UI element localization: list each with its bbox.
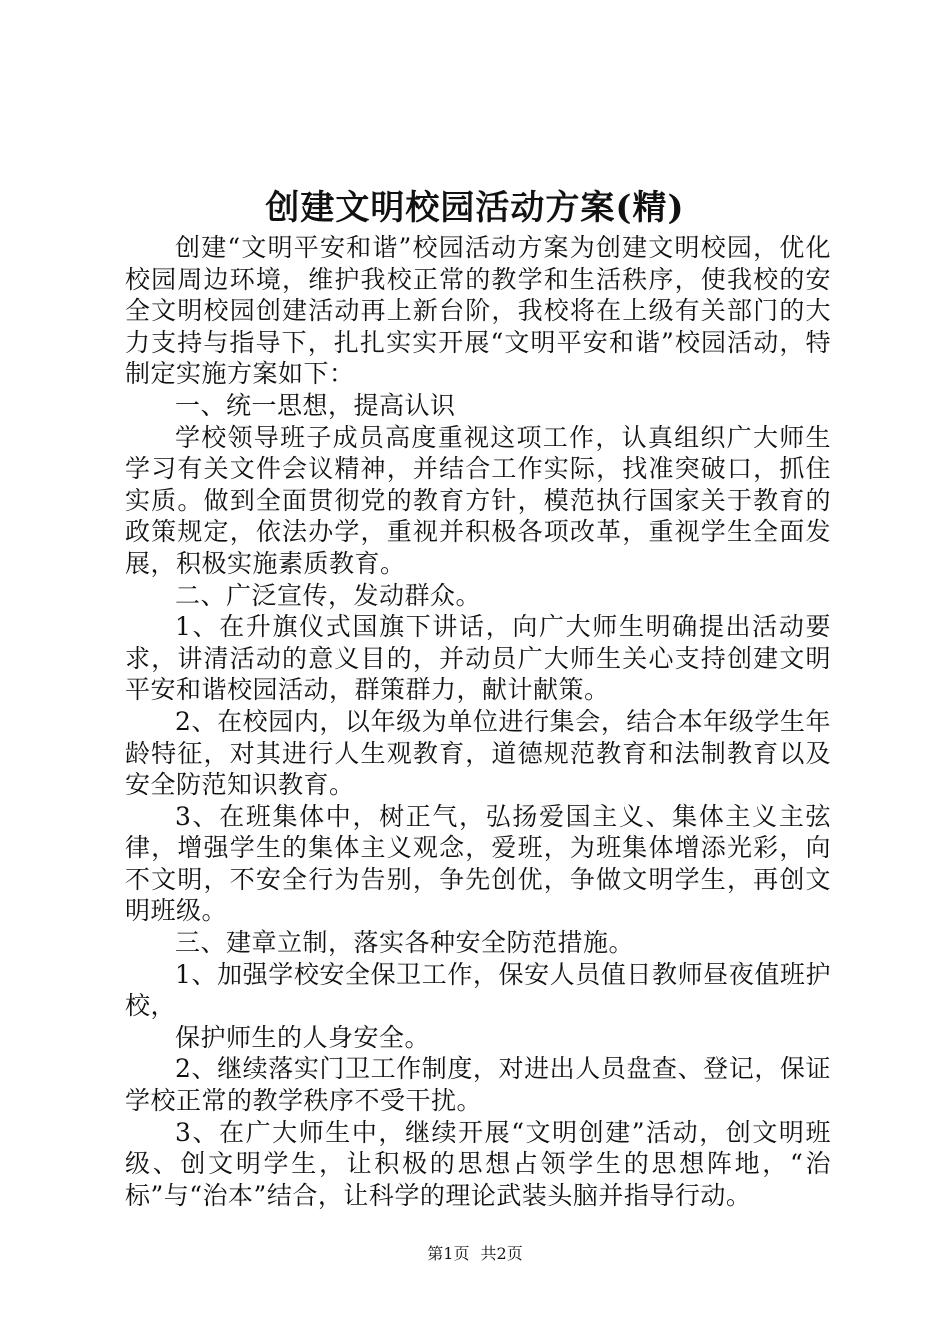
- list-item: 2、继续落实门卫工作制度，对进出人员盘查、登记，保证学校正常的教学秩序不受干扰。: [125, 1054, 831, 1116]
- page-footer: [0, 1243, 950, 1265]
- page-total: 共2页: [480, 1244, 523, 1263]
- section-heading-1: 一、统一思想，提高认识: [175, 390, 456, 420]
- list-item: 1、在升旗仪式国旗下讲话，向广大师生明确提出活动要求，讲清活动的意义目的，并动员广大师生关心支持创建文明平安和谐校园活动，群策群力，献计献策。: [125, 612, 831, 705]
- list-item: 1、加强学校安全保卫工作，保安人员值日教师昼夜值班护校，: [125, 959, 831, 1021]
- section-heading-3: 三、建章立制，落实各种安全防范措施。: [175, 928, 635, 958]
- list-item: 3、在广大师生中，继续开展“文明创建”活动，创文明班级、创文明学生，让积极的思想占领学生的思想阵地，“治标”与“治本”结合，让科学的理论武装头脑并指导行动。: [125, 1117, 831, 1210]
- body-paragraph: 学校领导班子成员高度重视这项工作，认真组织广大师生学习有关文件会议精神，并结合工作实际，找准突破口，抓住实质。做到全面贯彻党的教育方针，模范执行国家关于教育的政策规定，依法办学，重视并积极各项改革，重视学生全面发展，积极实施素质教育。: [125, 422, 831, 578]
- list-item: 3、在班集体中，树正气，弘扬爱国主义、集体主义主弦律，增强学生的集体主义观念，爱班，为班集体增添光彩，向不文明，不安全行为告别，争先创优，争做文明学生，再创文明班级。: [125, 801, 831, 926]
- document-body: [125, 232, 831, 1211]
- list-item: 2、在校园内，以年级为单位进行集会，结合本年级学生年龄特征，对其进行人生观教育，道德规范教育和法制教育以及安全防范知识教育。: [125, 706, 831, 800]
- list-item-continuation: 保护师生的人身安全。: [175, 1022, 431, 1052]
- page-number: 第1页: [427, 1244, 470, 1263]
- section-heading-2: 二、广泛宣传，发动群众。: [175, 580, 482, 610]
- intro-paragraph: 创建“文明平安和谐”校园活动方案为创建文明校园，优化校园周边环境，维护我校正常的教学和生活秩序，使我校的安全文明校园创建活动再上新台阶，我校将在上级有关部门的大力支持与指导下，扎扎实实开展“文明平安和谐”校园活动，特制定实施方案如下：: [125, 233, 831, 389]
- document-title: 创建文明校园活动方案(精): [265, 188, 685, 228]
